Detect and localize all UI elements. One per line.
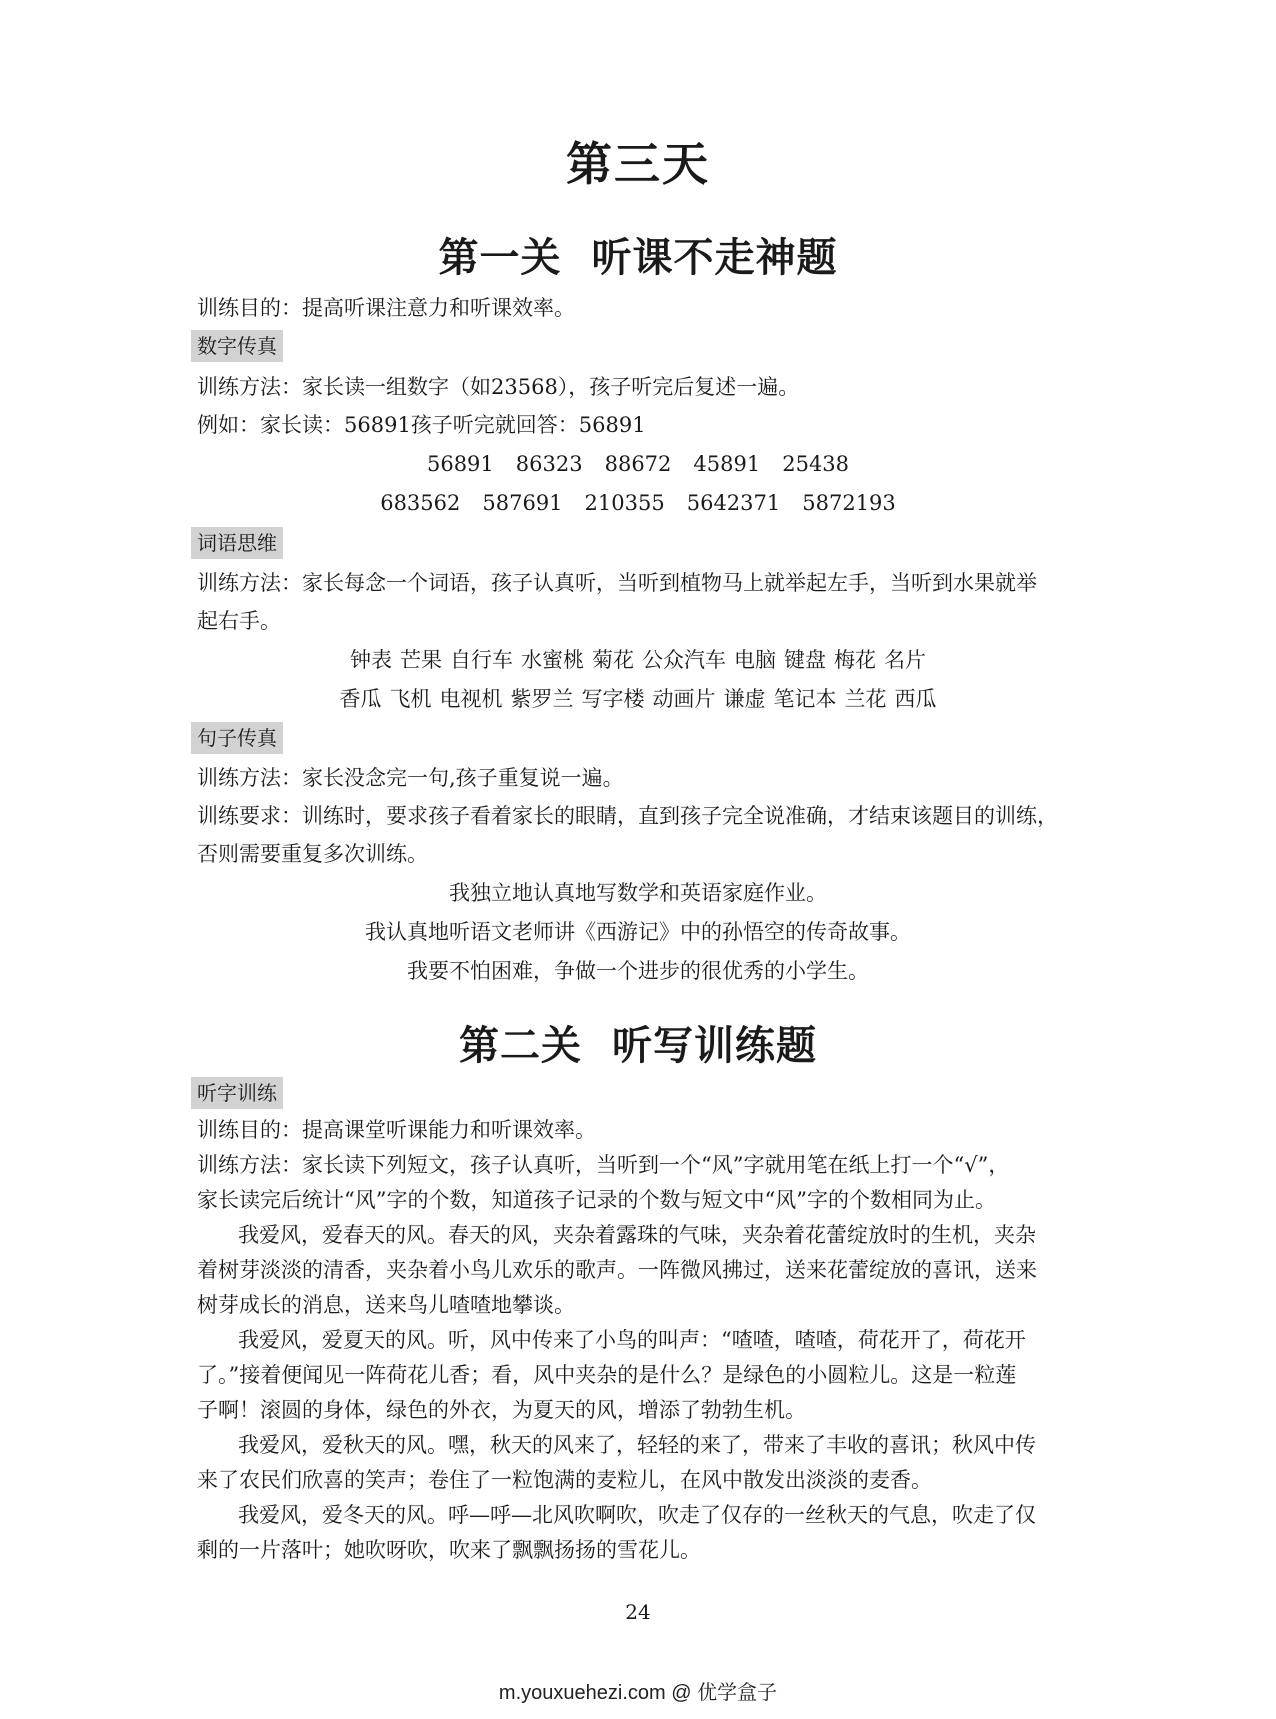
level1-purpose: 训练目的：提高听课注意力和听课效率。 <box>197 296 575 320</box>
section-tag-number-fax: 数字传真 <box>191 330 283 362</box>
practice-sentence: 我认真地听语文老师讲《西游记》中的孙悟空的传奇故事。 <box>365 920 911 944</box>
word-thinking-method-line1: 训练方法：家长每念一个词语，孩子认真听，当听到植物马上就举起左手，当听到水果就举 <box>197 571 1037 595</box>
dictation-method-line2: 家长读完后统计“风”字的个数，知道孩子记录的个数与短文中“风”字的个数相同为止。 <box>197 1188 996 1212</box>
number-item: 683562 <box>380 491 461 515</box>
section-tag-sentence-fax: 句子传真 <box>191 722 283 754</box>
day-title: 第三天 <box>566 137 710 191</box>
level1-title-name: 听课不走神题 <box>591 235 838 281</box>
passage-line: 我爱风，爱秋天的风。嘿，秋天的风来了，轻轻的来了，带来了丰收的喜讯；秋风中传 <box>238 1433 1036 1457</box>
word-item: 菊花 <box>592 648 634 672</box>
word-item: 芒果 <box>400 648 442 672</box>
word-item: 香瓜 <box>339 687 382 711</box>
passage-line: 子啊！滚圆的身体，绿色的外衣，为夏天的风，增添了勃勃生机。 <box>197 1398 806 1422</box>
word-item: 西瓜 <box>894 687 937 711</box>
passage-line: 我爱风，爱冬天的风。呼—呼—北风吹啊吹，吹走了仅存的一丝秋天的气息，吹走了仅 <box>238 1503 1036 1527</box>
passage-line: 我爱风，爱夏天的风。听，风中传来了小鸟的叫声：“喳喳，喳喳，荷花开了，荷花开 <box>238 1328 1026 1352</box>
sentence-fax-method: 训练方法：家长没念完一句,孩子重复说一遍。 <box>197 766 624 790</box>
word-item: 梅花 <box>834 648 876 672</box>
sentence-fax-requirement-line1: 训练要求：训练时，要求孩子看着家长的眼睛，直到孩子完全说准确，才结束该题目的训练， <box>197 804 1058 828</box>
number-item: 45891 <box>693 452 761 476</box>
section-tag-word-thinking: 词语思维 <box>191 527 283 559</box>
number-row-1 <box>0 449 1276 479</box>
word-item: 写字楼 <box>581 687 645 711</box>
passage-line: 树芽成长的消息，送来鸟儿喳喳地攀谈。 <box>197 1293 575 1317</box>
word-item: 动画片 <box>652 687 716 711</box>
dictation-purpose: 训练目的：提高课堂听课能力和听课效率。 <box>197 1118 596 1142</box>
word-item: 自行车 <box>450 648 513 672</box>
number-fax-example: 例如：家长读：56891孩子听完就回答：56891 <box>197 413 646 437</box>
word-item: 兰花 <box>844 687 887 711</box>
word-item: 公众汽车 <box>642 648 726 672</box>
number-item: 5642371 <box>686 491 781 515</box>
dictation-method-line1: 训练方法：家长读下列短文，孩子认真听，当听到一个“风”字就用笔在纸上打一个“√”， <box>197 1153 1010 1177</box>
word-item: 名片 <box>884 648 926 672</box>
word-thinking-method-line2: 起右手。 <box>197 609 281 633</box>
sentence-fax-requirement-line2: 否则需要重复多次训练。 <box>197 842 428 866</box>
word-item: 钟表 <box>350 648 392 672</box>
word-item: 飞机 <box>389 687 432 711</box>
word-item: 谦虚 <box>723 687 766 711</box>
passage-line: 着树芽淡淡的清香，夹杂着小鸟儿欢乐的歌声。一阵微风拂过，送来花蕾绽放的喜讯，送来 <box>197 1258 1037 1282</box>
passage-line: 来了农民们欣喜的笑声；卷住了一粒饱满的麦粒儿，在风中散发出淡淡的麦香。 <box>197 1468 932 1492</box>
passage-line: 了。”接着便闻见一阵荷花儿香；看，风中夹杂的是什么？是绿色的小圆粒儿。这是一粒莲 <box>197 1363 1017 1387</box>
level2-title-name: 听写训练题 <box>612 1023 817 1069</box>
level2-title-number: 第二关 <box>459 1023 582 1069</box>
number-item: 56891 <box>426 452 494 476</box>
number-item: 210355 <box>584 491 665 515</box>
word-item: 键盘 <box>784 648 826 672</box>
number-row-2 <box>0 488 1276 518</box>
level1-title-number: 第一关 <box>438 235 562 281</box>
practice-sentence: 我独立地认真地写数学和英语家庭作业。 <box>449 881 827 905</box>
level2-title <box>0 1014 1276 1071</box>
word-item: 笔记本 <box>773 687 837 711</box>
number-item: 587691 <box>482 491 563 515</box>
passage-line: 我爱风，爱春天的风。春天的风，夹杂着露珠的气味，夹杂着花蕾绽放时的生机，夹杂 <box>238 1223 1036 1247</box>
practice-sentence: 我要不怕困难，争做一个进步的很优秀的小学生。 <box>407 959 869 983</box>
number-item: 5872193 <box>802 491 896 515</box>
number-item: 88672 <box>604 452 672 476</box>
word-item: 电视机 <box>439 687 503 711</box>
footer-watermark: m.youxuehezi.com @ 优学盒子 <box>498 1682 778 1704</box>
word-row-1 <box>0 645 1276 675</box>
section-tag-dictation: 听字训练 <box>191 1077 283 1109</box>
page-number: 24 <box>625 1600 651 1624</box>
passage-line: 剩的一片落叶；她吹呀吹，吹来了飘飘扬扬的雪花儿。 <box>197 1538 701 1562</box>
number-fax-method: 训练方法：家长读一组数字（如23568），孩子听完后复述一遍。 <box>197 375 800 399</box>
level1-title <box>0 226 1276 283</box>
word-item: 水蜜桃 <box>521 648 584 672</box>
number-item: 25438 <box>782 452 850 476</box>
word-row-2 <box>0 684 1276 714</box>
word-item: 紫罗兰 <box>510 687 574 711</box>
number-item: 86323 <box>515 452 583 476</box>
word-item: 电脑 <box>734 648 776 672</box>
